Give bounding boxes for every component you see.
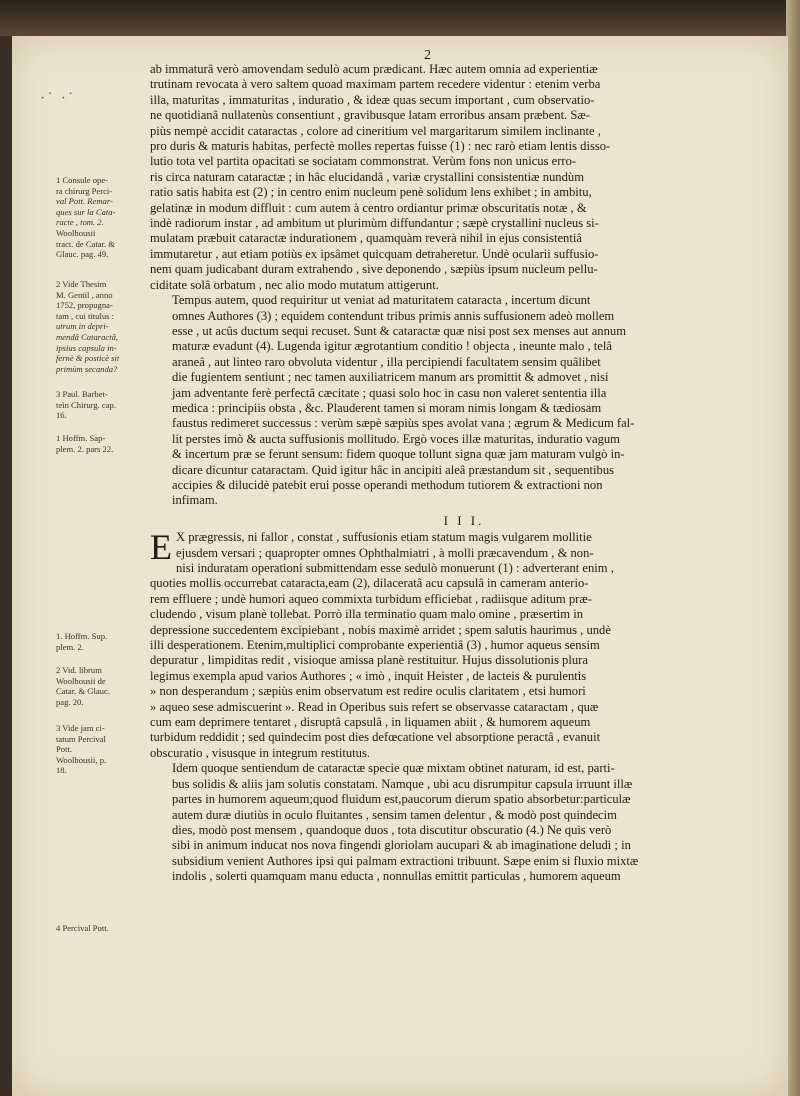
margin-note-line: plem. 2. <box>56 641 84 652</box>
margin-note-line: 3 Paul. Barbet- <box>56 389 108 399</box>
section-heading: I I I. <box>443 512 485 528</box>
text-line: depressione succedentem excipiebant , nobis maximè arridet ; spem salutis haurimus , undè <box>150 622 611 637</box>
text-line: lit perstes imò & aucta suffusionis mollitudo. Ergò voces illæ maturitas, induratio vagum <box>172 431 620 446</box>
text-line: subsidium venient Authores ipsi qui palmam extractioni tribuunt. Sæpe enim si fluxio mixtæ <box>172 853 639 868</box>
text-line: dies, modò post mensem , quandoque duos , tota discutitur obscuratio (4.) Ne quis verò <box>172 822 612 837</box>
margin-note-line: plem. 2. pars 22. <box>56 443 114 454</box>
text-line: bus solidis & aliis jam solutis constatam. Namque , ubi acu disrumpitur capsula irruunt illæ <box>172 776 633 791</box>
text-line: esse , ut acûs ductum sequi recuset. Sunt & cataractæ quæ nisi post sex menses aut annum <box>172 323 626 338</box>
drop-cap: E <box>150 527 172 568</box>
paragraph <box>150 527 778 761</box>
margin-note-line: Woolhousii de <box>56 675 106 686</box>
text-line: quoties mollis occurrebat cataracta,eam (2), dilaceratâ acu capsulâ in cameram anterio- <box>150 576 589 591</box>
margin-note-line: tein Chirurg. cap. <box>56 399 116 410</box>
margin-note-line: 2 Vid. librum <box>56 665 102 675</box>
margin-note <box>56 723 148 776</box>
text-line: illi desperationem. Etenim,multiplici comprobante experientiâ (3) , humor aqueus sensim <box>150 638 600 653</box>
margin-note-line: M. Gentil , anno <box>56 289 113 300</box>
text-line: depuratur , limpiditas redit , visioque amissa planè restituitur. Hujus dissolutionis plura <box>150 653 588 668</box>
margin-note-line: 3 Vide jam ci- <box>56 723 105 733</box>
text-line: & incertum præ se ferunt sensum: fidem quoque tollunt signa quæ jam maturam vulgò in- <box>172 447 625 462</box>
text-line: faustus redimeret successus : verùm sæpè sæpiùs spes avolat vana ; ægrum & Medicum fal- <box>172 416 635 431</box>
margin-note <box>56 175 148 260</box>
margin-note-line: pag. 20. <box>56 696 84 707</box>
text-line: Tempus autem, quod requiritur ut veniat ad maturitatem cataracta , incertum dicunt <box>172 293 591 308</box>
margin-note-line: val Pott. Remar- <box>56 196 113 207</box>
margin-note-line: tam , cui titulus : <box>56 310 115 321</box>
text-line: ejusdem versari ; quapropter omnes Ophthalmiatri , à molli præcavendum , & non- <box>176 545 594 560</box>
text-line: ratio satis habita est (2) ; in centro enim nucleum penè solidum lens exhibet ; in ambitu, <box>150 185 592 200</box>
text-line: piùs nempè accidit cataractas , colore ad cineritium vel margaritarum similem inclinante , <box>150 123 601 138</box>
body-text <box>150 62 778 885</box>
margin-note <box>56 433 148 454</box>
text-line: X prægressis, ni fallor , constat , suffusionis etiam statum magis vulgarem mollitie <box>176 530 592 545</box>
margin-note-line: 1752, propugna- <box>56 300 113 311</box>
margin-note-line: ipsius capsula in- <box>56 342 117 353</box>
margin-note-line: primùm secanda? <box>56 363 118 374</box>
text-line: gelatinæ in modum diffluit : cum autem à centro ordiantur primæ obscuritatis notæ , & <box>150 200 587 215</box>
text-line: » non desperandum ; sæpiùs enim observatum est redire oculis claritatem , etsi humori <box>150 684 586 699</box>
text-line: ab immaturâ verò amovendam sedulò acum prædicant. Hæc autem omnia ad experientiæ <box>150 62 598 76</box>
text-line: lutio tota vel partita opacitati se sociatam commonstrat. Verùm fons non unicus erro- <box>150 154 577 169</box>
margin-note-line: ra chirurg Perci- <box>56 185 113 196</box>
text-line: legimus exempla apud varios Authores ; « imò , inquit Heister , de lacteis & purulentis <box>150 668 587 683</box>
text-line: cludendo , visum planè tollebat. Porrò illa terminatio quam malo omine , præsertim in <box>150 607 584 622</box>
margin-note-line: utrum in depri- <box>56 321 109 332</box>
text-line: indè radiorum instar , ad ambitum ut plurimùm diffundantur ; sæpè crystallini nucleus si- <box>150 216 599 231</box>
margin-note-line: 1. Hoffm. Sup. <box>56 631 108 641</box>
text-line: nem quam judicabant duram extrahendo , sive deponendo , sæpiùs ipsum nucleum pellu- <box>150 262 598 277</box>
text-line: nisi induratam operationi submittendam esse sedulò monuerunt (1) : adverterant enim , <box>176 561 614 575</box>
margin-note-line: 16. <box>56 410 67 421</box>
page-edge <box>786 0 800 1096</box>
text-line: araneâ , aut linteo raro obvoluta videntur , illa percipiendi facultatem sensim quâlibet <box>172 354 601 369</box>
text-line: pro duris & maturis habitas, perfectè molles repertas fuisse (1) : nec rarò etiam lentis disso- <box>150 139 611 154</box>
margin-note-line: tatum Percival <box>56 733 106 744</box>
book-shadow-top <box>0 0 800 36</box>
paragraph <box>150 293 778 509</box>
margin-note-line: Woolhousii, p. <box>56 754 107 765</box>
margin-note <box>56 389 148 421</box>
text-line: die fugientem sentiunt ; nec tamen auxiliatricem manum ars promittit & admovet , nisi <box>172 370 609 385</box>
text-line: » aqueo sese admiscuerint ». Read in Operibus suis refert se observasse cataractam , quæ <box>150 699 599 714</box>
margin-note-line: fernè & posticè sit <box>56 353 120 364</box>
margin-note-line: Woolhousii <box>56 227 96 238</box>
margin-note-line: mendâ Cataractâ, <box>56 331 119 342</box>
margin-note-line: 2 Vide Thesim <box>56 279 107 289</box>
text-line: illa, maturitas , immaturitas , induratio , & ideæ quas secum important , cum observatio- <box>150 92 595 107</box>
margin-note <box>56 631 148 652</box>
margin-note <box>56 923 148 934</box>
text-line: jam adventante ferè perfectâ cæcitate ; quasi solo hoc in casu non valeret sententia illa <box>172 385 607 400</box>
text-line: trutinam revocata à vero saltem quoad maximam partem recedere videntur : etenim verba <box>150 77 601 92</box>
text-line: obscuratio , visusque in integrum restitutus. <box>150 745 371 760</box>
text-line: indolis , solerti quamquam manu educta , nonnullas emittit particulas , humorem aqueum <box>172 869 621 884</box>
text-line: ciditate solâ orbatum , nec alio modo mutatum attigerunt. <box>150 277 439 292</box>
text-line: Idem quoque sentiendum de cataractæ specie quæ mixtam obtinet naturam, id est, parti- <box>172 761 615 776</box>
text-line: rem effluere ; undè humori aqueo commixta turbidum efficiebat , radiisque aditum præ- <box>150 591 592 606</box>
text-line: infimam. <box>172 493 218 508</box>
text-line: immutaretur , aut etiam potiùs ex ipsâmet quicquam detraheretur. Undè ocularii suffusio- <box>150 246 599 261</box>
margin-note-line: Catar. & Glauc. <box>56 686 110 697</box>
margin-note-line: ques sur la Cata- <box>56 206 116 217</box>
text-line: sibi in animum inducat nos nova fingendi gloriolam aucupari & ab imaginatione deludi ; in <box>172 838 631 853</box>
text-line: dicare dicuntur cataractam. Quid igitur hâc in ancipiti aleâ præstandum sit , sequentibus <box>172 462 615 477</box>
text-line: omnes Authores (3) ; equidem contendunt tribus primis annis suffusionem adeò mollem <box>172 308 615 323</box>
text-line: medica : principiis obsta , &c. Plauderent tamen si moram nimis longam & tædiosam <box>172 400 602 415</box>
margin-note <box>56 665 148 707</box>
text-line: ne quotidianâ nullatenùs consentiunt , gravibusque latam erroribus ansam præbent. Sæ- <box>150 108 590 123</box>
margin-note-line: Glauc. pag. 49. <box>56 249 109 260</box>
margin-note-line: racte , tom. 2. <box>56 217 104 228</box>
text-line: cum eam deprimere tentaret , disruptâ capsulâ , in liquamen abiit , & humorem aqueum <box>150 715 591 730</box>
margin-note-line: Pott. <box>56 744 72 755</box>
text-line: accipies & dilucidè patebit erui posse operandi methodum tutiorem & extractioni non <box>172 477 603 492</box>
margin-note-line: 4 Percival Pott. <box>56 923 109 933</box>
text-line: autem duræ diutiùs in oculo fluitantes , sensim tamen delentur , & modò post quindecim <box>172 807 617 822</box>
margin-note <box>56 279 148 374</box>
text-line: turbidum reddidit ; sed quindecim post dies defœcatione vel absorptione peractâ , evanuit <box>150 730 601 745</box>
margin-note-line: tract. de Catar. & <box>56 238 115 249</box>
text-line: partes in humorem aqueum;quod fluidum est,paucorum dierum spatio absorbetur:particulæ <box>172 792 631 807</box>
ink-scribble: ·˙ ·˙ <box>40 90 76 107</box>
text-line: maturæ evadunt (4). Lugenda igitur ægrotantium conditio ! objecta , ineunte malo , telâ <box>172 339 612 354</box>
margin-note-line: 1 Consule ope- <box>56 175 109 185</box>
text-line: mulatam præbuit cataractæ indurationem , quamquàm reverà nihil in ejus consistentiâ <box>150 231 582 246</box>
page-number: 2 <box>424 48 431 63</box>
margin-note-line: 18. <box>56 765 67 776</box>
margin-note-line: 1 Hoffm. Sap- <box>56 433 106 443</box>
paragraph <box>150 761 778 884</box>
text-line: ris circa naturam cataractæ ; in hâc elucidandâ , variæ crystallini consistentiæ nundùm <box>150 169 584 184</box>
paragraph <box>150 62 778 293</box>
